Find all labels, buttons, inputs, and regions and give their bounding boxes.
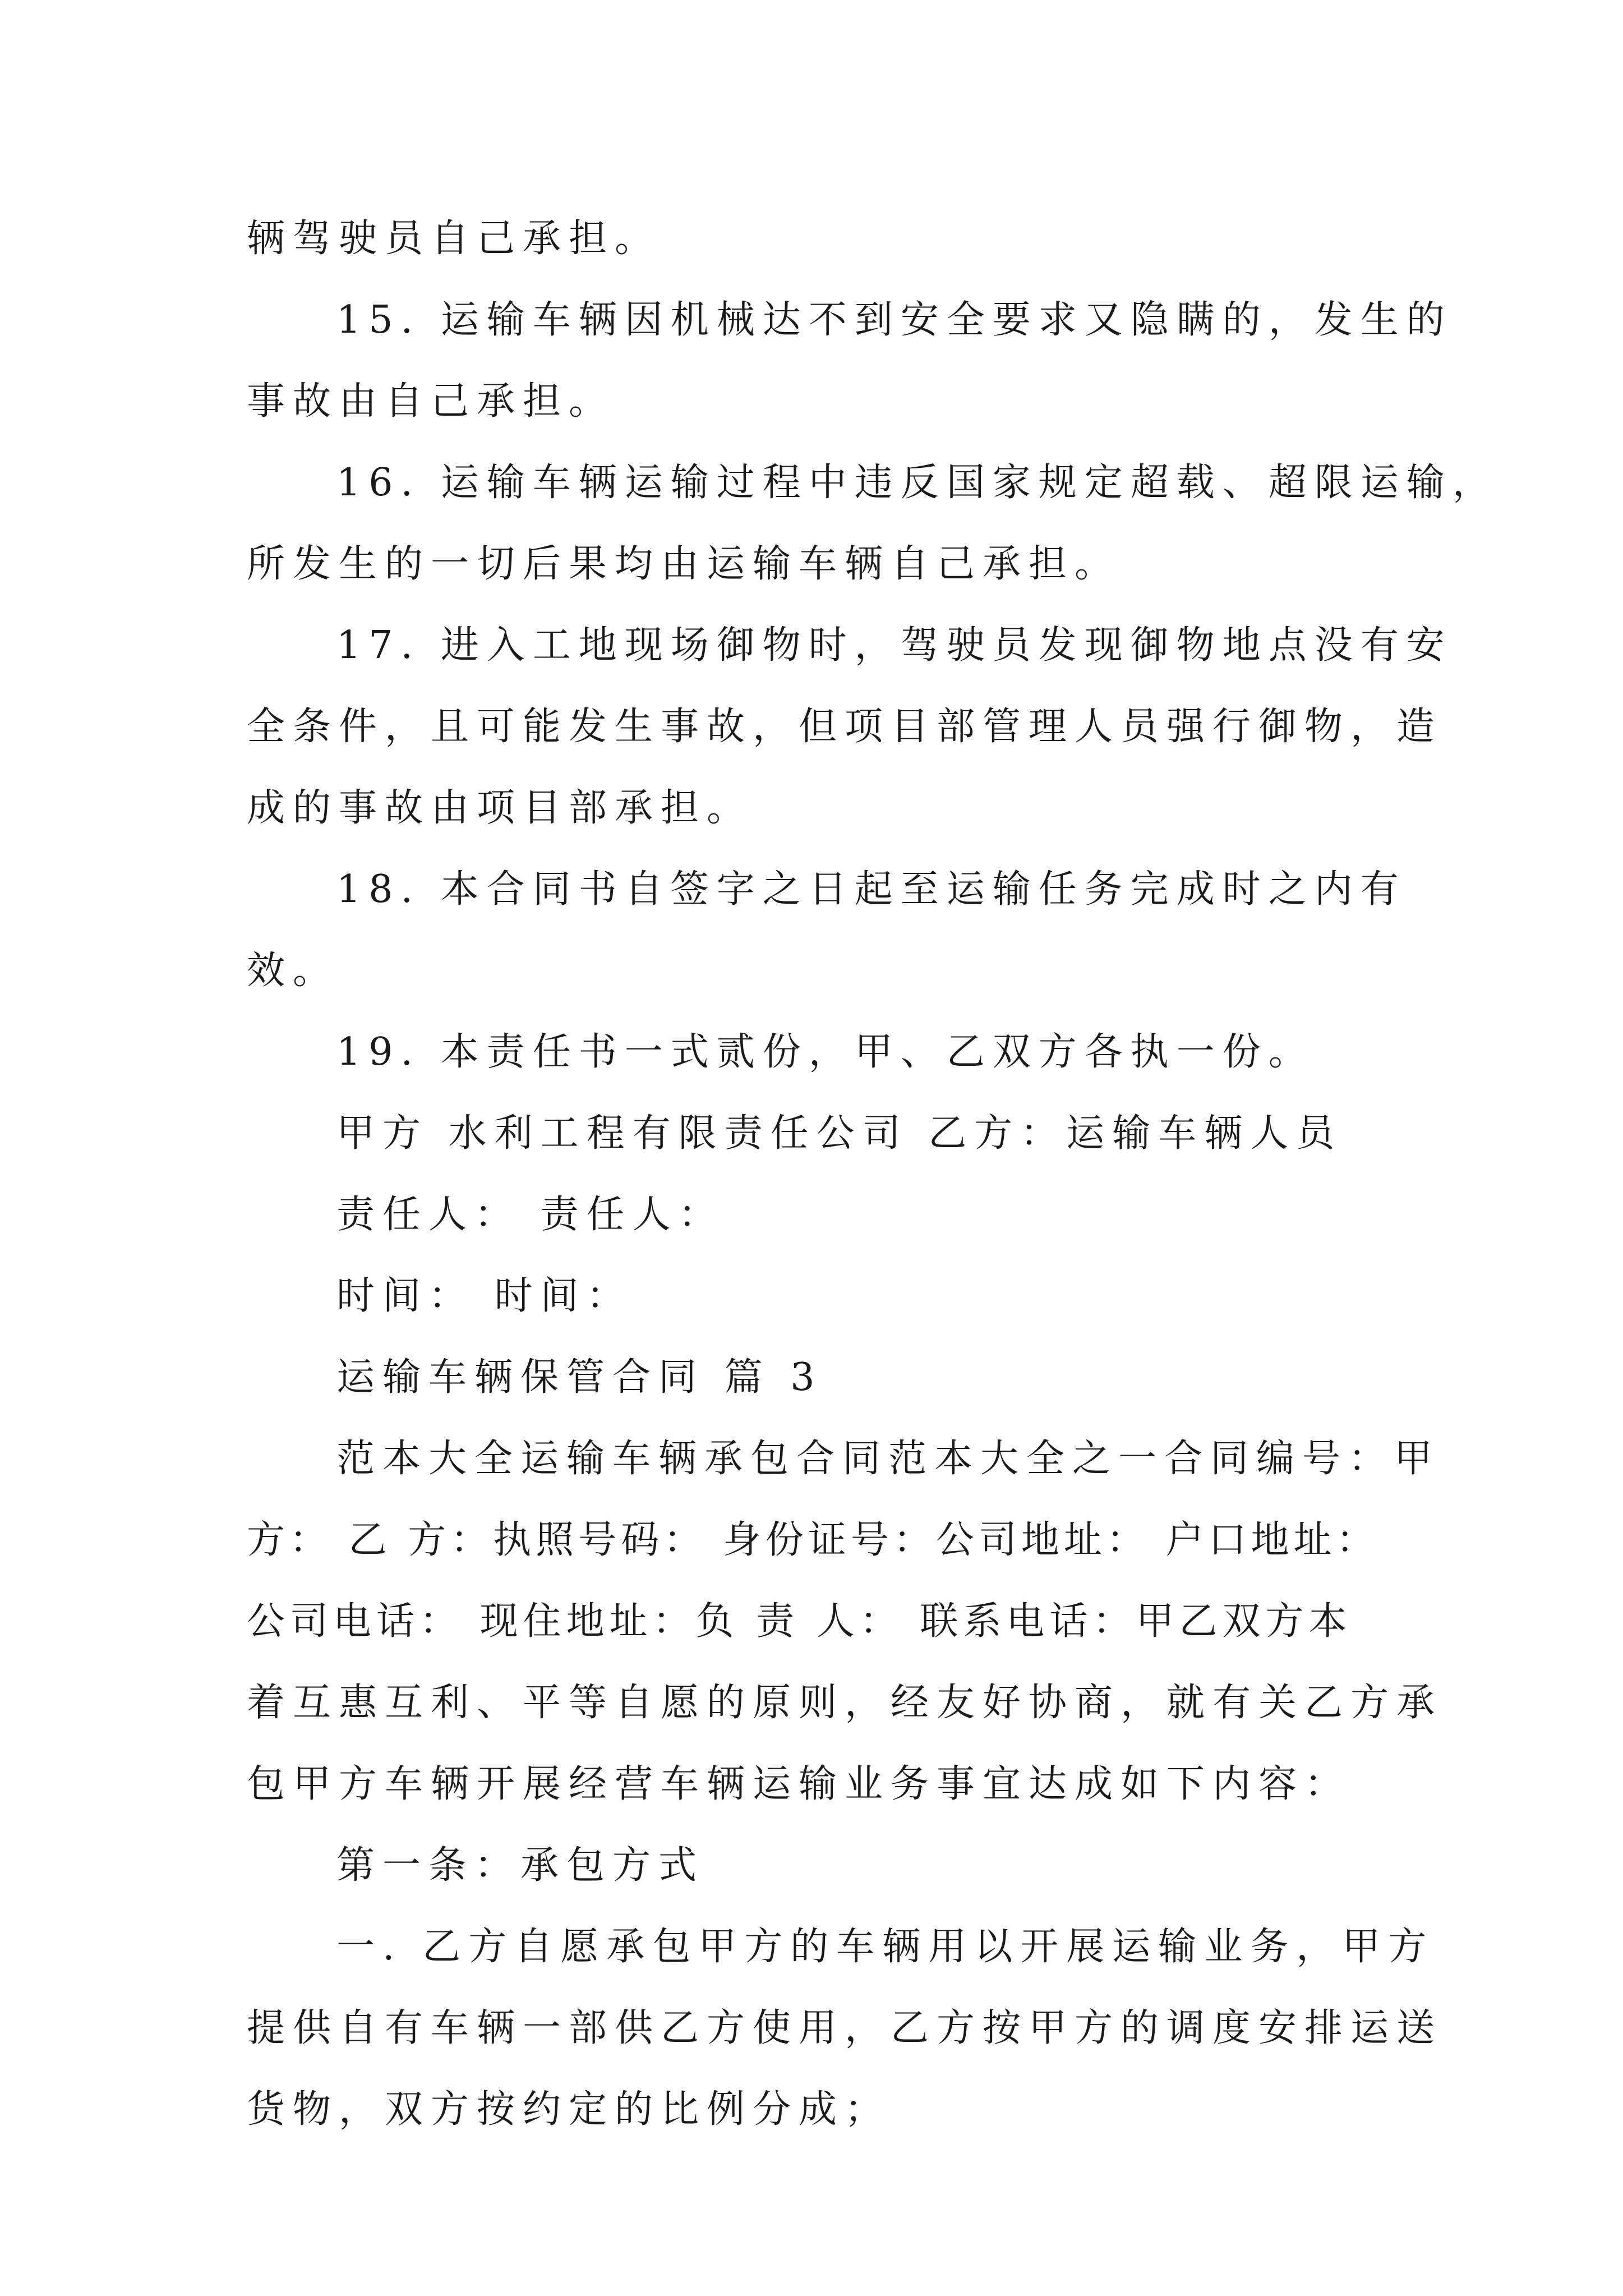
text-line: 方： 乙 方：执照号码： 身份证号：公司地址： 户口地址： [247, 1518, 1379, 1562]
text-line: 提供自有车辆一部供乙方使用，乙方按甲方的调度安排运送 [247, 2006, 1443, 2050]
text-line: 19. 本责任书一式贰份，甲、乙双方各执一份。 [336, 1030, 1315, 1074]
text-line: 范本大全运输车辆承包合同范本大全之一合同编号：甲 [336, 1437, 1441, 1481]
text-line: 责任人： 责任人： [336, 1193, 725, 1237]
text-line: 17. 进入工地现场御物时，驾驶员发现御物地点没有安 [336, 623, 1453, 668]
text-line: 18. 本合同书自签字之日起至运输任务完成时之内有 [336, 867, 1407, 912]
text-line: 货物，双方按约定的比例分成； [247, 2087, 891, 2132]
text-line: 效。 [247, 949, 339, 993]
text-line: 16. 运输车辆运输过程中违反国家规定超载、超限运输， [336, 461, 1498, 505]
text-line: 成的事故由项目部承担。 [247, 786, 753, 830]
text-line: 公司电话： 现住地址：负 责 人： 联系电话：甲乙双方本 [247, 1599, 1352, 1644]
text-line: 第一条：承包方式 [336, 1843, 705, 1888]
text-line: 事故由自己承担。 [247, 379, 615, 424]
text-line: 辆驾驶员自己承担。 [247, 217, 661, 261]
text-line: 全条件，且可能发生事故，但项目部管理人员强行御物，造 [247, 705, 1443, 749]
text-line: 所发生的一切后果均由运输车辆自己承担。 [247, 542, 1121, 586]
text-line: 运输车辆保管合同 篇 3 [336, 1355, 823, 1400]
text-line: 甲方 水利工程有限责任公司 乙方：运输车辆人员 [336, 1111, 1343, 1156]
text-line: 着互惠互利、平等自愿的原则，经友好协商，就有关乙方承 [247, 1681, 1443, 1725]
text-line: 时间： 时间： [336, 1274, 633, 1318]
text-line: 15. 运输车辆因机械达不到安全要求又隐瞒的，发生的 [336, 298, 1453, 342]
text-line: 包甲方车辆开展经营车辆运输业务事宜达成如下内容： [247, 1762, 1351, 1806]
text-line: 一. 乙方自愿承包甲方的车辆用以开展运输业务，甲方 [336, 1925, 1435, 1969]
